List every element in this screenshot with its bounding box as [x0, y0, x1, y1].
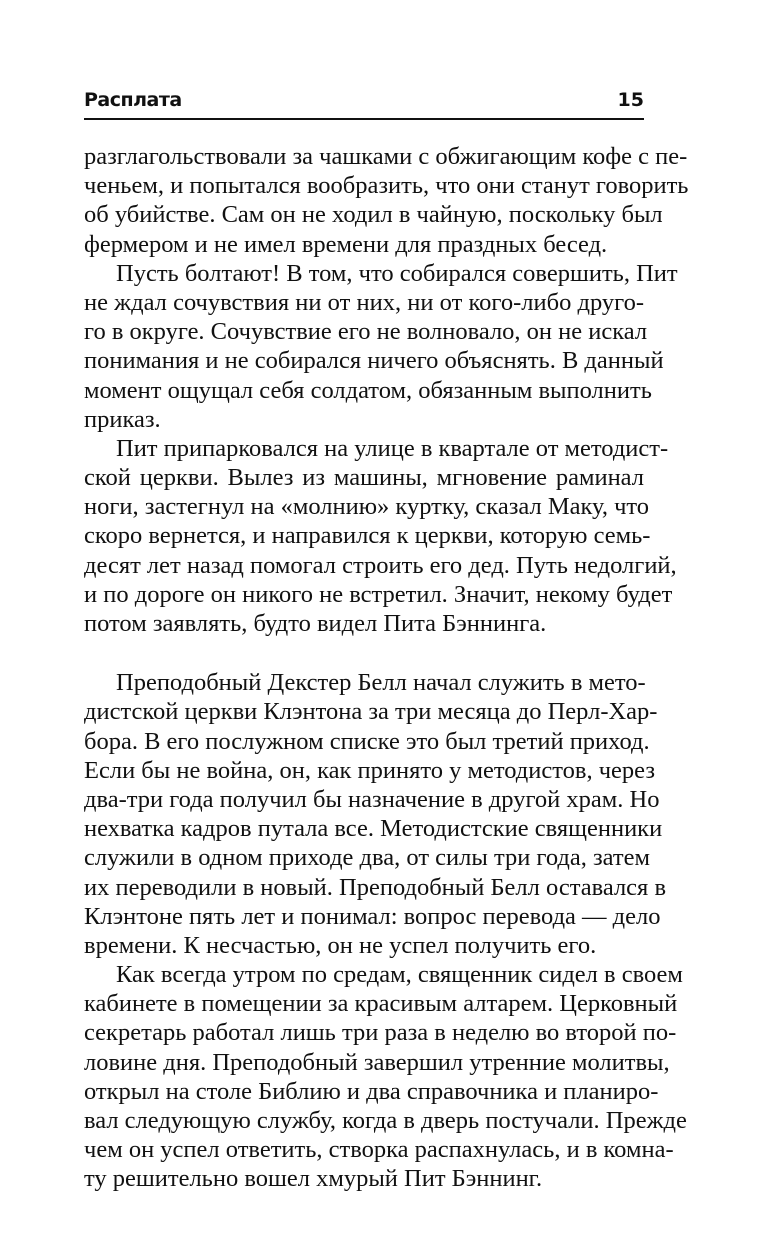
text-line: два-три года получил бы назначение в другой храм. Но: [84, 785, 660, 813]
text-line: ской церкви. Вылез из машины, мгновение раминал: [84, 464, 644, 492]
text-line: ченьем, и попытался вообразить, что они станут говорить: [84, 172, 689, 200]
paragraph: [84, 960, 687, 1194]
body-text: [84, 142, 689, 1194]
text-line: бора. В его послужном списке это был третий приход.: [84, 727, 650, 755]
text-line: Пусть болтают! В том, что собирался совершить, Пит: [116, 259, 678, 287]
text-line: нехватка кадров путала все. Методистские священники: [84, 815, 663, 843]
text-line: Преподобный Декстер Белл начал служить в мето-: [116, 669, 646, 697]
text-line: и по дороге он никого не встретил. Значит, некому будет: [84, 580, 673, 608]
text-line: Как всегда утром по средам, священник сидел в своем: [116, 961, 683, 989]
paragraph: [84, 142, 689, 259]
header-rule: [84, 118, 644, 120]
text-line: их переводили в новый. Преподобный Белл оставался в: [84, 873, 667, 901]
paragraph: [84, 259, 678, 434]
text-line: разглагольствовали за чашками с обжигающим кофе с пе-: [84, 143, 688, 170]
text-line: времени. К несчастью, он не успел получить его.: [84, 931, 597, 959]
text-line: ту решительно вошел хмурый Пит Бэннинг.: [84, 1165, 543, 1193]
text-line: скоро вернется, и направился к церкви, которую семь-: [84, 522, 651, 550]
section-break: [84, 638, 644, 668]
text-line: понимания и не собирался ничего объяснять. В данный: [84, 347, 664, 375]
text-line: вал следующую службу, когда в дверь постучали. Прежде: [84, 1107, 687, 1134]
text-line: открыл на столе Библию и два справочника и планиро-: [84, 1077, 659, 1105]
text-line: Клэнтоне пять лет и понимал: вопрос перевода — дело: [84, 902, 661, 930]
text-line: потом заявлять, будто видел Пита Бэннинга.: [84, 610, 547, 637]
text-line: кабинете в помещении за красивым алтарем. Церковный: [84, 990, 678, 1018]
text-line: служили в одном приходе два, от силы три года, затем: [84, 844, 651, 872]
text-line: ноги, застегнул на «молнию» куртку, сказал Маку, что: [84, 493, 650, 521]
text-line: десят лет назад помогал строить его дед. Путь недолгий,: [84, 551, 677, 579]
text-line: не ждал сочувствия ни от них, ни от кого-либо друго-: [84, 288, 644, 316]
page-number: 15: [617, 89, 644, 111]
running-title: Расплата: [84, 89, 182, 111]
text-line: фермером и не имел времени для праздных бесед.: [84, 230, 608, 258]
text-line: приказ.: [84, 405, 161, 433]
text-line: Если бы не война, он, как принято у методистов, через: [84, 756, 656, 784]
paragraph: [84, 434, 677, 638]
text-line: чем он успел ответить, створка распахнулась, и в комна-: [84, 1136, 674, 1164]
text-line: момент ощущал себя солдатом, обязанным выполнить: [84, 376, 652, 404]
text-line: Пит припарковался на улице в квартале от методист-: [116, 434, 669, 462]
text-line: об убийстве. Сам он не ходил в чайную, поскольку был: [84, 201, 663, 229]
text-line: дистской церкви Клэнтона за три месяца до Перл-Хар-: [84, 698, 658, 726]
text-line: ловине дня. Преподобный завершил утренние молитвы,: [84, 1048, 670, 1076]
running-header: [84, 89, 644, 119]
text-line: го в округе. Сочувствие его не волновало, он не искал: [84, 318, 648, 346]
paragraph: [84, 668, 667, 960]
text-line: секретарь работал лишь три раза в неделю во второй по-: [84, 1019, 677, 1047]
